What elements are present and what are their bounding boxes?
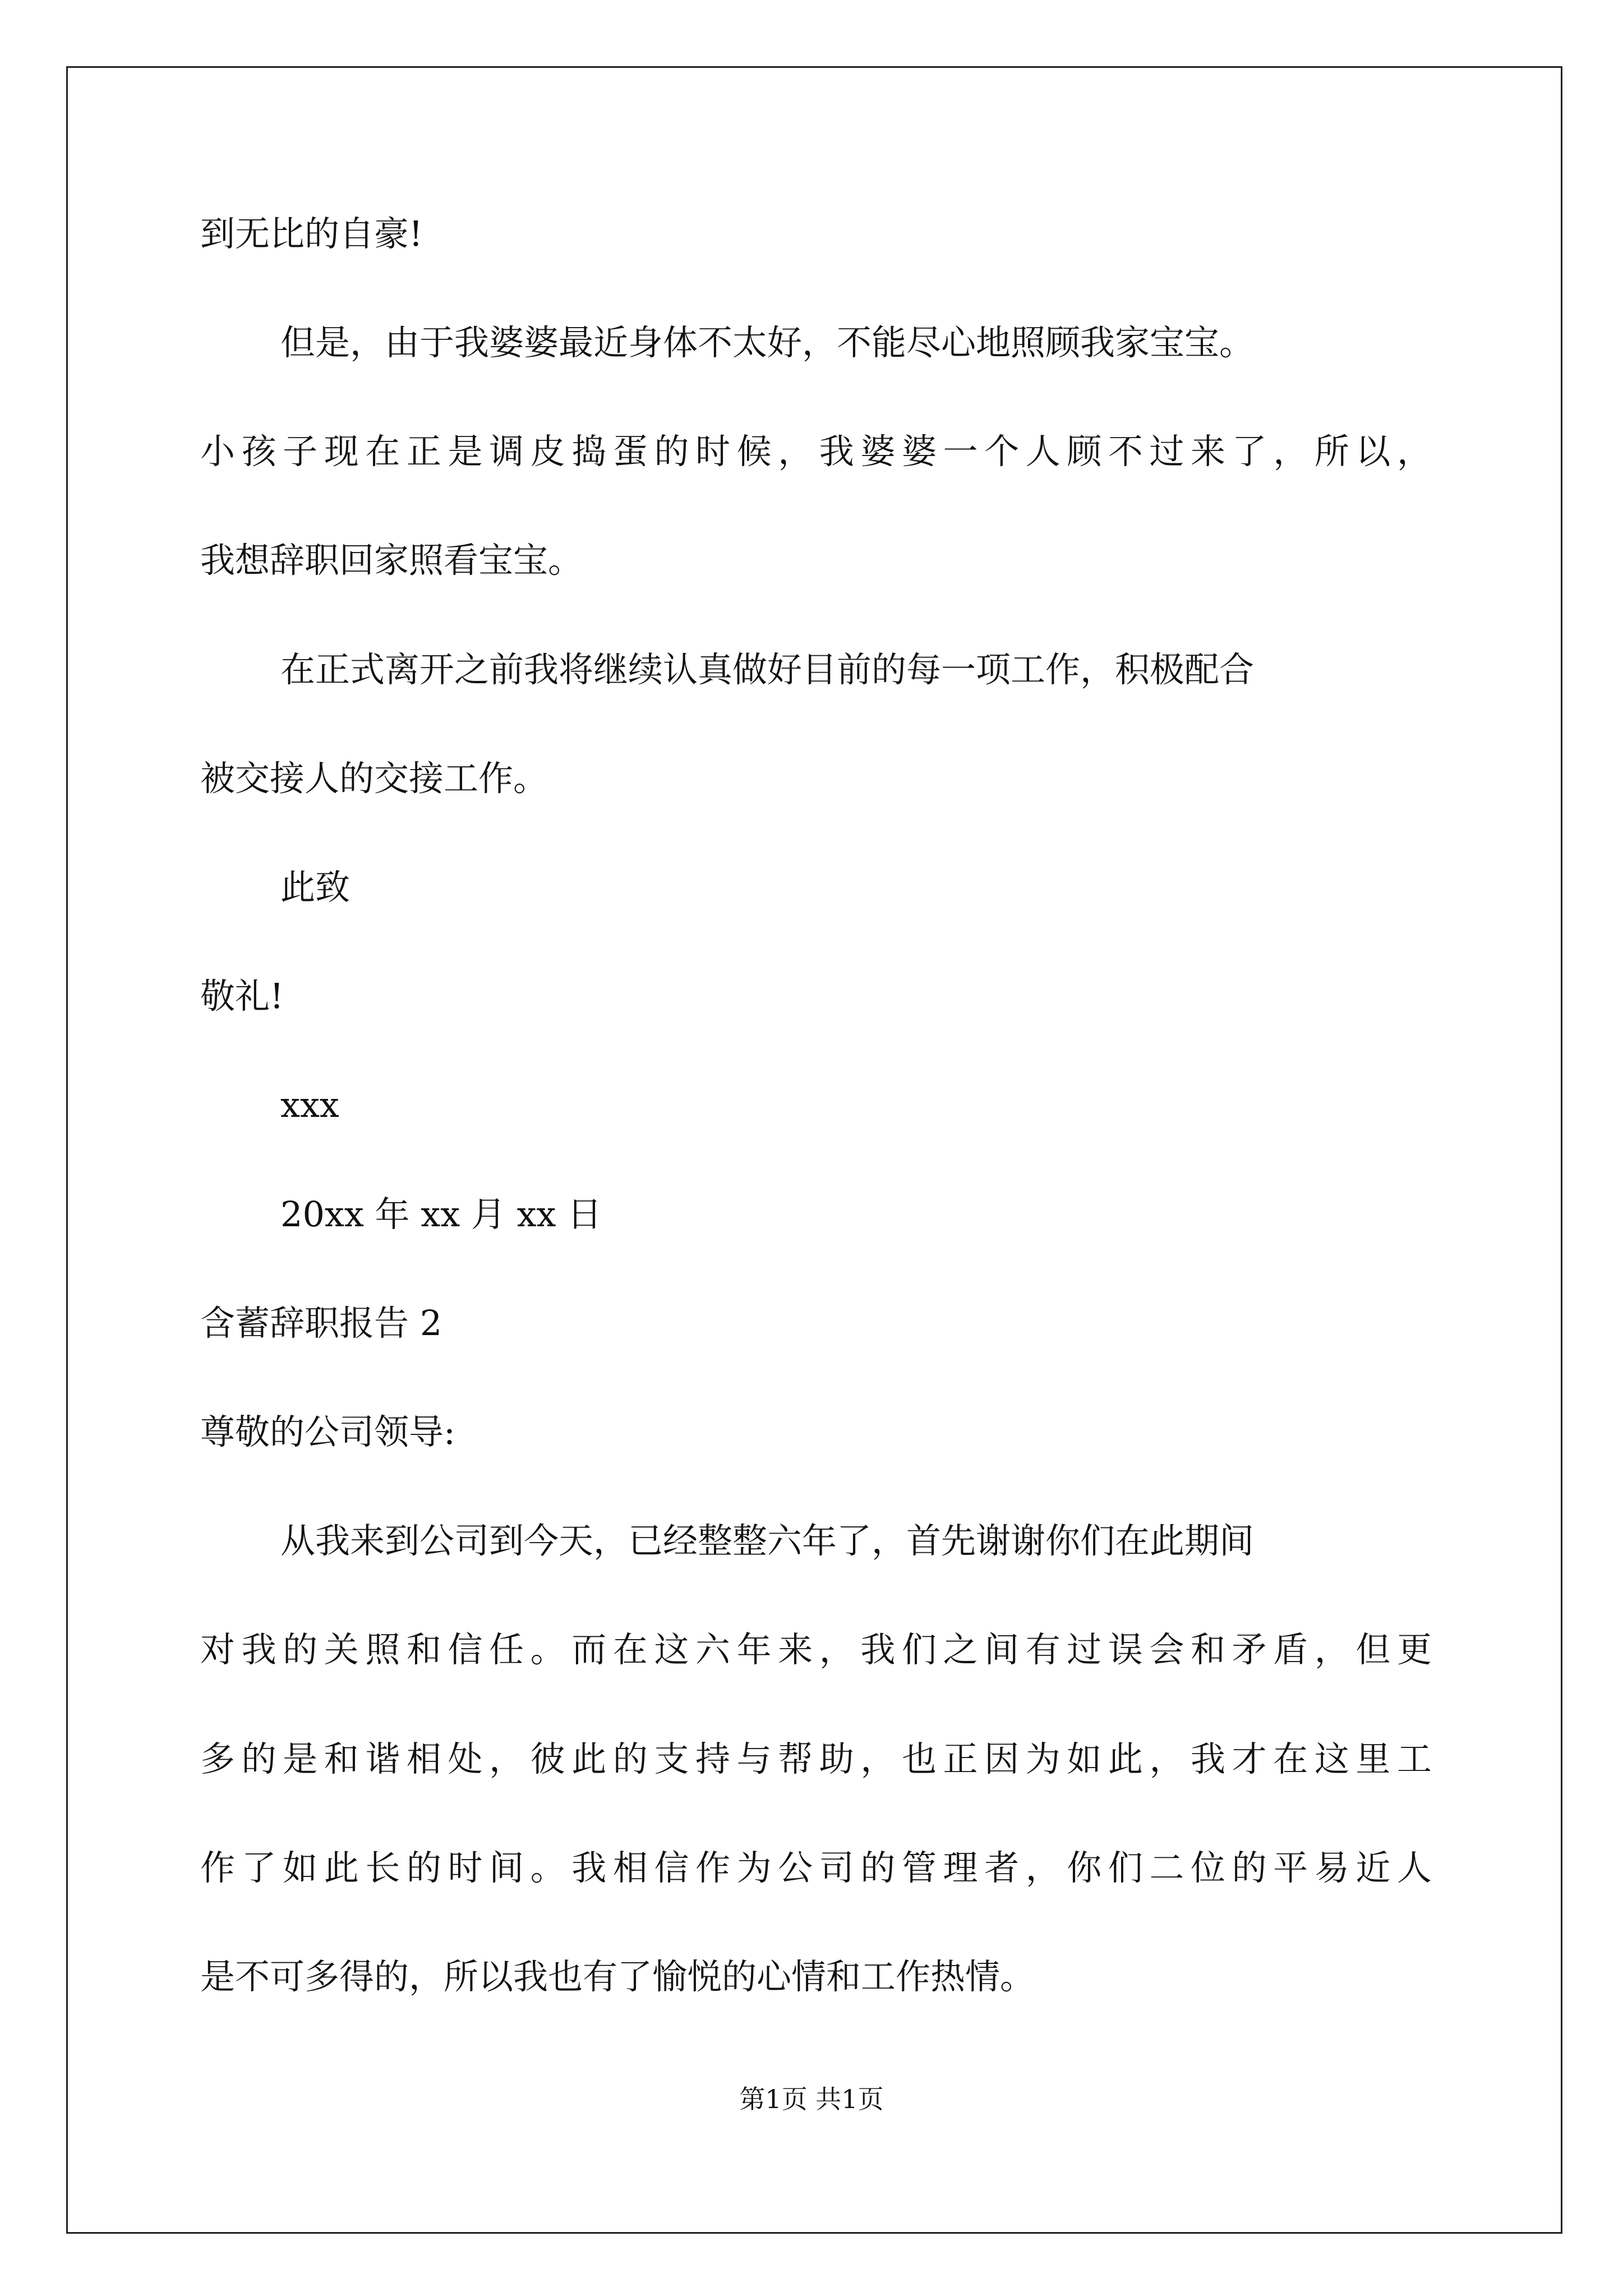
page-border (66, 66, 1562, 2234)
text-line: 多的是和谐相处，彼此的支持与帮助，也正因为如此，我才在这里工 (200, 1738, 1432, 1779)
signature-name: xxx (280, 1084, 339, 1125)
section-title: 含蓄辞职报告 2 (200, 1303, 442, 1343)
text-line: 是不可多得的，所以我也有了愉悦的心情和工作热情。 (200, 1956, 1035, 1997)
page-footer: 第1页 共1页 (739, 2084, 884, 2114)
text-line: 到无比的自豪! (200, 213, 423, 254)
text-line: 被交接人的交接工作。 (200, 758, 548, 799)
text-line: 我想辞职回家照看宝宝。 (200, 540, 583, 581)
text-line: 对我的关照和信任。而在这六年来，我们之间有过误会和矛盾，但更 (200, 1629, 1432, 1670)
signature-date: 20xx 年 xx 月 xx 日 (280, 1194, 602, 1235)
greeting: 尊敬的公司领导: (200, 1411, 455, 1452)
text-line: 作了如此长的时间。我相信作为公司的管理者，你们二位的平易近人 (200, 1847, 1432, 1888)
text-line: 从我来到公司到今天，已经整整六年了，首先谢谢你们在此期间 (280, 1520, 1255, 1561)
closing-salutation: 此致 (280, 867, 351, 908)
text-line: 在正式离开之前我将继续认真做好目前的每一项工作，积极配合 (280, 649, 1255, 690)
text-line: 但是，由于我婆婆最近身体不太好，不能尽心地照顾我家宝宝。 (280, 322, 1255, 363)
closing-regards: 敬礼! (200, 976, 284, 1016)
text-line: 小孩子现在正是调皮捣蛋的时候，我婆婆一个人顾不过来了，所以， (200, 431, 1432, 472)
